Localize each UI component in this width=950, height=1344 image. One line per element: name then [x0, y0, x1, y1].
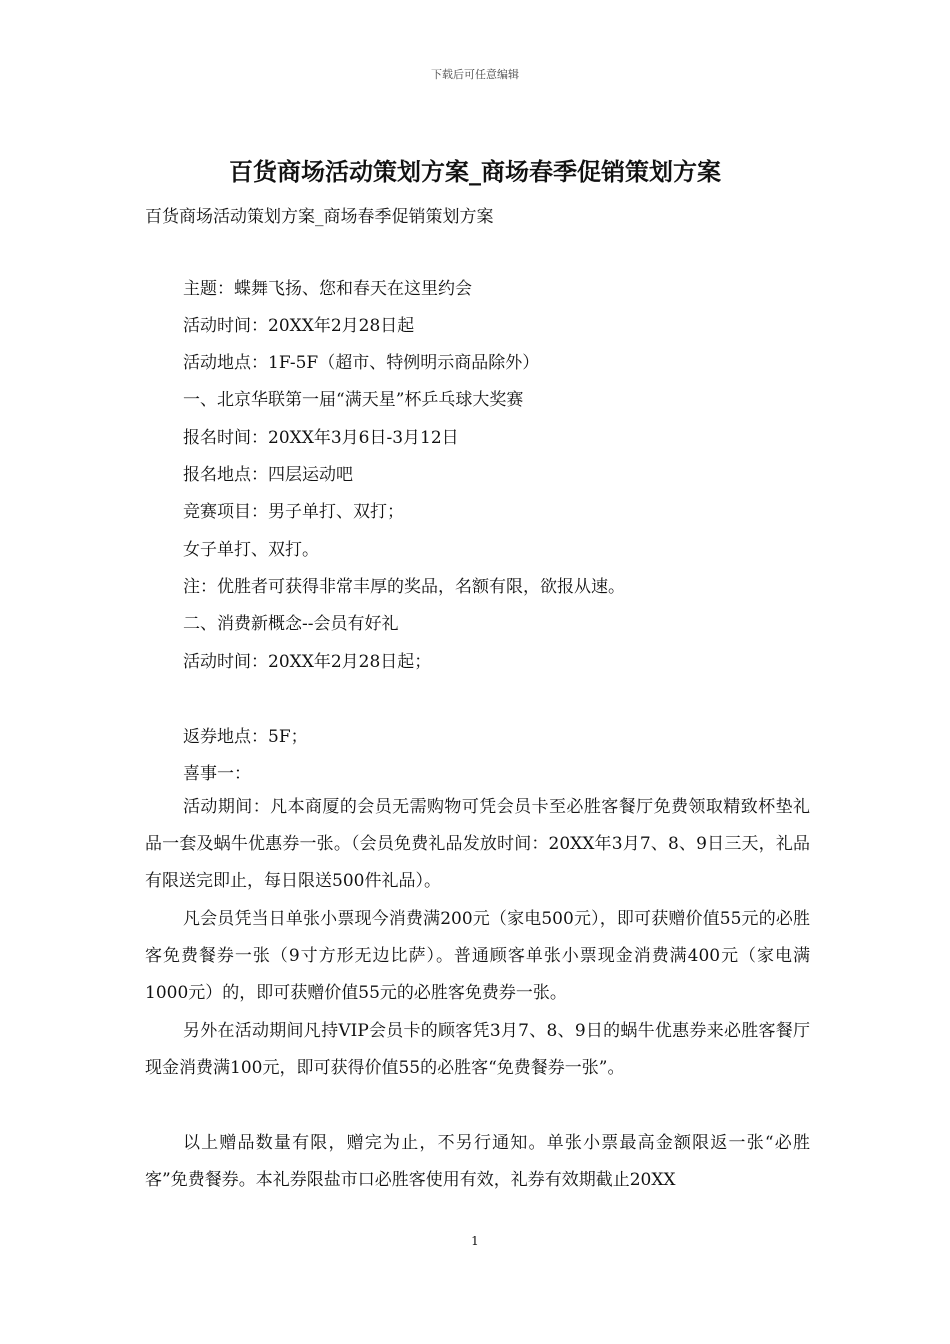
document-title: 百货商场活动策划方案_商场春季促销策划方案: [229, 157, 721, 186]
paragraph-terms: 以上赠品数量有限，赠完为止，不另行通知。单张小票最高金额限返一张“必胜客”免费餐券。本礼券限盐市口必胜客使用有效，礼券有效期截止20XX: [145, 1133, 810, 1190]
activity-location-line: 活动地点：1F-5F（超市、特例明示商品除外）: [183, 353, 540, 373]
events-line-women: 女子单打、双打。: [183, 540, 319, 560]
section-one-heading: 一、北京华联第一届“满天星”杯乒乓球大奖赛: [183, 390, 524, 410]
header-note: 下载后可任意编辑: [431, 68, 519, 81]
document-subtitle: 百货商场活动策划方案_商场春季促销策划方案: [145, 207, 494, 227]
registration-location-line: 报名地点：四层运动吧: [183, 465, 353, 485]
activity-time-line: 活动时间：20XX年2月28日起: [183, 316, 415, 336]
registration-time-line: 报名时间：20XX年3月6日-3月12日: [183, 428, 459, 448]
paragraph-member-purchase: 凡会员凭当日单张小票现今消费满200元（家电500元），即可获赠价值55元的必胜客免费餐券一张（9寸方形无边比萨）。普通顾客单张小票现金消费满400元（家电满1000元）的，即可获赠价值55元的必胜客免费券一张。: [145, 909, 810, 1003]
page-number: 1: [471, 1234, 479, 1248]
paragraph-member-gift: 活动期间：凡本商厦的会员无需购物可凭会员卡至必胜客餐厅免费领取精致杯垫礼品一套及蜗牛优惠券一张。（会员免费礼品发放时间：20XX年3月7、8、9日三天，礼品有限送完即止，每日限送500件礼品）。: [145, 797, 810, 891]
events-line-men: 竞赛项目：男子单打、双打；: [183, 502, 404, 522]
note-line: 注：优胜者可获得非常丰厚的奖品，名额有限，欲报从速。: [183, 577, 625, 597]
happy-event-one-line: 喜事一：: [183, 764, 251, 784]
voucher-location-line: 返券地点：5F；: [183, 727, 308, 747]
section-two-time-line: 活动时间：20XX年2月28日起；: [183, 652, 432, 672]
paragraph-vip: 另外在活动期间凡持VIP会员卡的顾客凭3月7、8、9日的蜗牛优惠券来必胜客餐厅现金消费满100元，即可获得价值55的必胜客“免费餐券一张”。: [145, 1021, 810, 1078]
section-two-heading: 二、消费新概念--会员有好礼: [183, 614, 399, 634]
theme-line: 主题：蝶舞飞扬、您和春天在这里约会: [183, 279, 472, 299]
